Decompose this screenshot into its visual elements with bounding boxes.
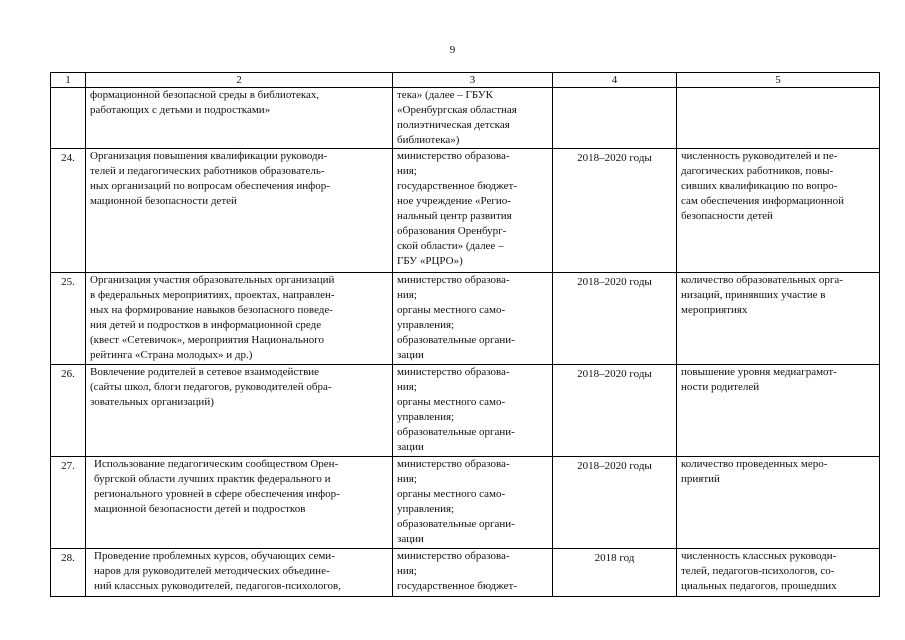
- result-cell: [677, 457, 880, 549]
- activity-line: формационной безопасной среды в библиотеках,: [90, 89, 320, 101]
- executor-line: полиэтническая детская: [397, 119, 510, 131]
- period-cell: 2018–2020 годы: [553, 273, 677, 365]
- activity-line: (сайты школ, блоги педагогов, руководителей обра-: [90, 381, 332, 393]
- executor-cell: [393, 549, 553, 597]
- executor-line: нальный центр развития: [397, 210, 512, 222]
- executor-line: ГБУ «РЦРО»): [397, 255, 463, 267]
- result-line: количество образовательных орга-: [681, 274, 843, 286]
- executor-line: зации: [397, 533, 424, 545]
- executor-line: «Оренбургская областная: [397, 104, 517, 116]
- executor-line: ния;: [397, 165, 417, 177]
- column-header-3: 3: [393, 73, 553, 88]
- activity-line: Использование педагогическим сообществом Орен-: [94, 458, 339, 470]
- executor-cell: [393, 88, 553, 149]
- row-number: 27.: [51, 457, 86, 549]
- activity-line: мационной безопасности детей: [90, 195, 237, 207]
- activity-line: (квест «Сетевичок», мероприятия Национального: [90, 334, 325, 346]
- result-line: сивших квалификацию по вопро-: [681, 180, 838, 192]
- executor-line: библиотека»): [397, 134, 460, 146]
- activity-line: ний классных руководителей, педагогов-психологов,: [94, 580, 341, 592]
- plan-table: [50, 72, 880, 597]
- executor-cell: [393, 457, 553, 549]
- executor-line: управления;: [397, 503, 455, 515]
- executor-line: ния;: [397, 289, 417, 301]
- executor-line: образовательные органи-: [397, 334, 515, 346]
- table-row: [51, 88, 880, 149]
- activity-line: телей и педагогических работников образователь-: [90, 165, 325, 177]
- executor-line: управления;: [397, 319, 455, 331]
- result-line: численность классных руководи-: [681, 550, 837, 562]
- executor-line: ния;: [397, 565, 417, 577]
- row-number: 25.: [51, 273, 86, 365]
- result-cell: [677, 365, 880, 457]
- table-row: [51, 273, 880, 365]
- executor-line: ное учреждение «Регио-: [397, 195, 511, 207]
- executor-line: министерство образова-: [397, 274, 510, 286]
- activity-cell: [86, 149, 393, 273]
- activity-line: зовательных организаций): [90, 396, 214, 408]
- row-number: [51, 88, 86, 149]
- result-cell: [677, 88, 880, 149]
- executor-line: ской области» (далее –: [397, 240, 504, 252]
- activity-line: рейтинга «Страна молодых» и др.): [90, 349, 253, 361]
- activity-cell: [86, 88, 393, 149]
- row-number: 28.: [51, 549, 86, 597]
- result-cell: [677, 149, 880, 273]
- result-line: безопасности детей: [681, 210, 773, 222]
- period-cell: 2018–2020 годы: [553, 457, 677, 549]
- column-header-1: 1: [51, 73, 86, 88]
- executor-line: образовательные органи-: [397, 426, 515, 438]
- table-row: [51, 365, 880, 457]
- activity-line: мационной безопасности детей и подростков: [94, 503, 306, 515]
- period-cell: 2018–2020 годы: [553, 365, 677, 457]
- result-line: количество проведенных меро-: [681, 458, 828, 470]
- activity-cell: [86, 549, 393, 597]
- activity-line: Организация участия образовательных организаций: [90, 274, 335, 286]
- executor-line: органы местного само-: [397, 396, 506, 408]
- result-line: сам обеспечения информационной: [681, 195, 845, 207]
- header-row: [51, 73, 880, 88]
- executor-line: министерство образова-: [397, 458, 510, 470]
- table-row: [51, 149, 880, 273]
- period-cell: 2018 год: [553, 549, 677, 597]
- executor-line: образовательные органи-: [397, 518, 515, 530]
- activity-line: Вовлечение родителей в сетевое взаимодействие: [90, 366, 320, 378]
- activity-line: регионального уровней в сфере обеспечения инфор-: [94, 488, 340, 500]
- column-header-2: 2: [86, 73, 393, 88]
- activity-line: ния детей и подростков в информационной среде: [90, 319, 322, 331]
- executor-line: министерство образова-: [397, 150, 510, 162]
- column-header-5: 5: [677, 73, 880, 88]
- result-line: приятий: [681, 473, 720, 485]
- activity-line: в федеральных мероприятиях, проектах, направлен-: [90, 289, 335, 301]
- result-line: ности родителей: [681, 381, 760, 393]
- executor-line: тека» (далее – ГБУК: [397, 89, 493, 101]
- result-cell: [677, 273, 880, 365]
- result-line: дагогических работников, повы-: [681, 165, 834, 177]
- executor-line: государственное бюджет-: [397, 180, 517, 192]
- period-cell: 2018–2020 годы: [553, 149, 677, 273]
- executor-line: ния;: [397, 381, 417, 393]
- result-cell: [677, 549, 880, 597]
- executor-line: министерство образова-: [397, 550, 510, 562]
- activity-line: Организация повышения квалификации руководи-: [90, 150, 328, 162]
- executor-line: органы местного само-: [397, 304, 506, 316]
- table-row: [51, 457, 880, 549]
- executor-line: министерство образова-: [397, 366, 510, 378]
- page-number: 9: [449, 44, 456, 56]
- activity-line: наров для руководителей методических объедине-: [94, 565, 330, 577]
- row-number: 24.: [51, 149, 86, 273]
- result-line: низаций, принявших участие в: [681, 289, 826, 301]
- result-line: повышение уровня медиаграмот-: [681, 366, 837, 378]
- row-number: 26.: [51, 365, 86, 457]
- activity-line: бургской области лучших практик федерального и: [94, 473, 331, 485]
- result-line: циальных педагогов, прошедших: [681, 580, 837, 592]
- executor-cell: [393, 273, 553, 365]
- executor-line: ния;: [397, 473, 417, 485]
- table-row: [51, 549, 880, 597]
- executor-cell: [393, 149, 553, 273]
- result-line: мероприятиях: [681, 304, 748, 316]
- executor-line: органы местного само-: [397, 488, 506, 500]
- executor-cell: [393, 365, 553, 457]
- column-header-4: 4: [553, 73, 677, 88]
- activity-cell: [86, 365, 393, 457]
- activity-line: ных организаций по вопросам обеспечения инфор-: [90, 180, 330, 192]
- activity-cell: [86, 273, 393, 365]
- period-cell: [553, 88, 677, 149]
- result-line: телей, педагогов-психологов, со-: [681, 565, 835, 577]
- activity-line: работающих с детьми и подростками»: [90, 104, 271, 116]
- activity-line: Проведение проблемных курсов, обучающих семи-: [94, 550, 335, 562]
- executor-line: управления;: [397, 411, 455, 423]
- result-line: численность руководителей и пе-: [681, 150, 838, 162]
- executor-line: образования Оренбург-: [397, 225, 507, 237]
- activity-line: ных на формирование навыков безопасного поведе-: [90, 304, 333, 316]
- executor-line: государственное бюджет-: [397, 580, 517, 592]
- activity-cell: [86, 457, 393, 549]
- executor-line: зации: [397, 441, 424, 453]
- executor-line: зации: [397, 349, 424, 361]
